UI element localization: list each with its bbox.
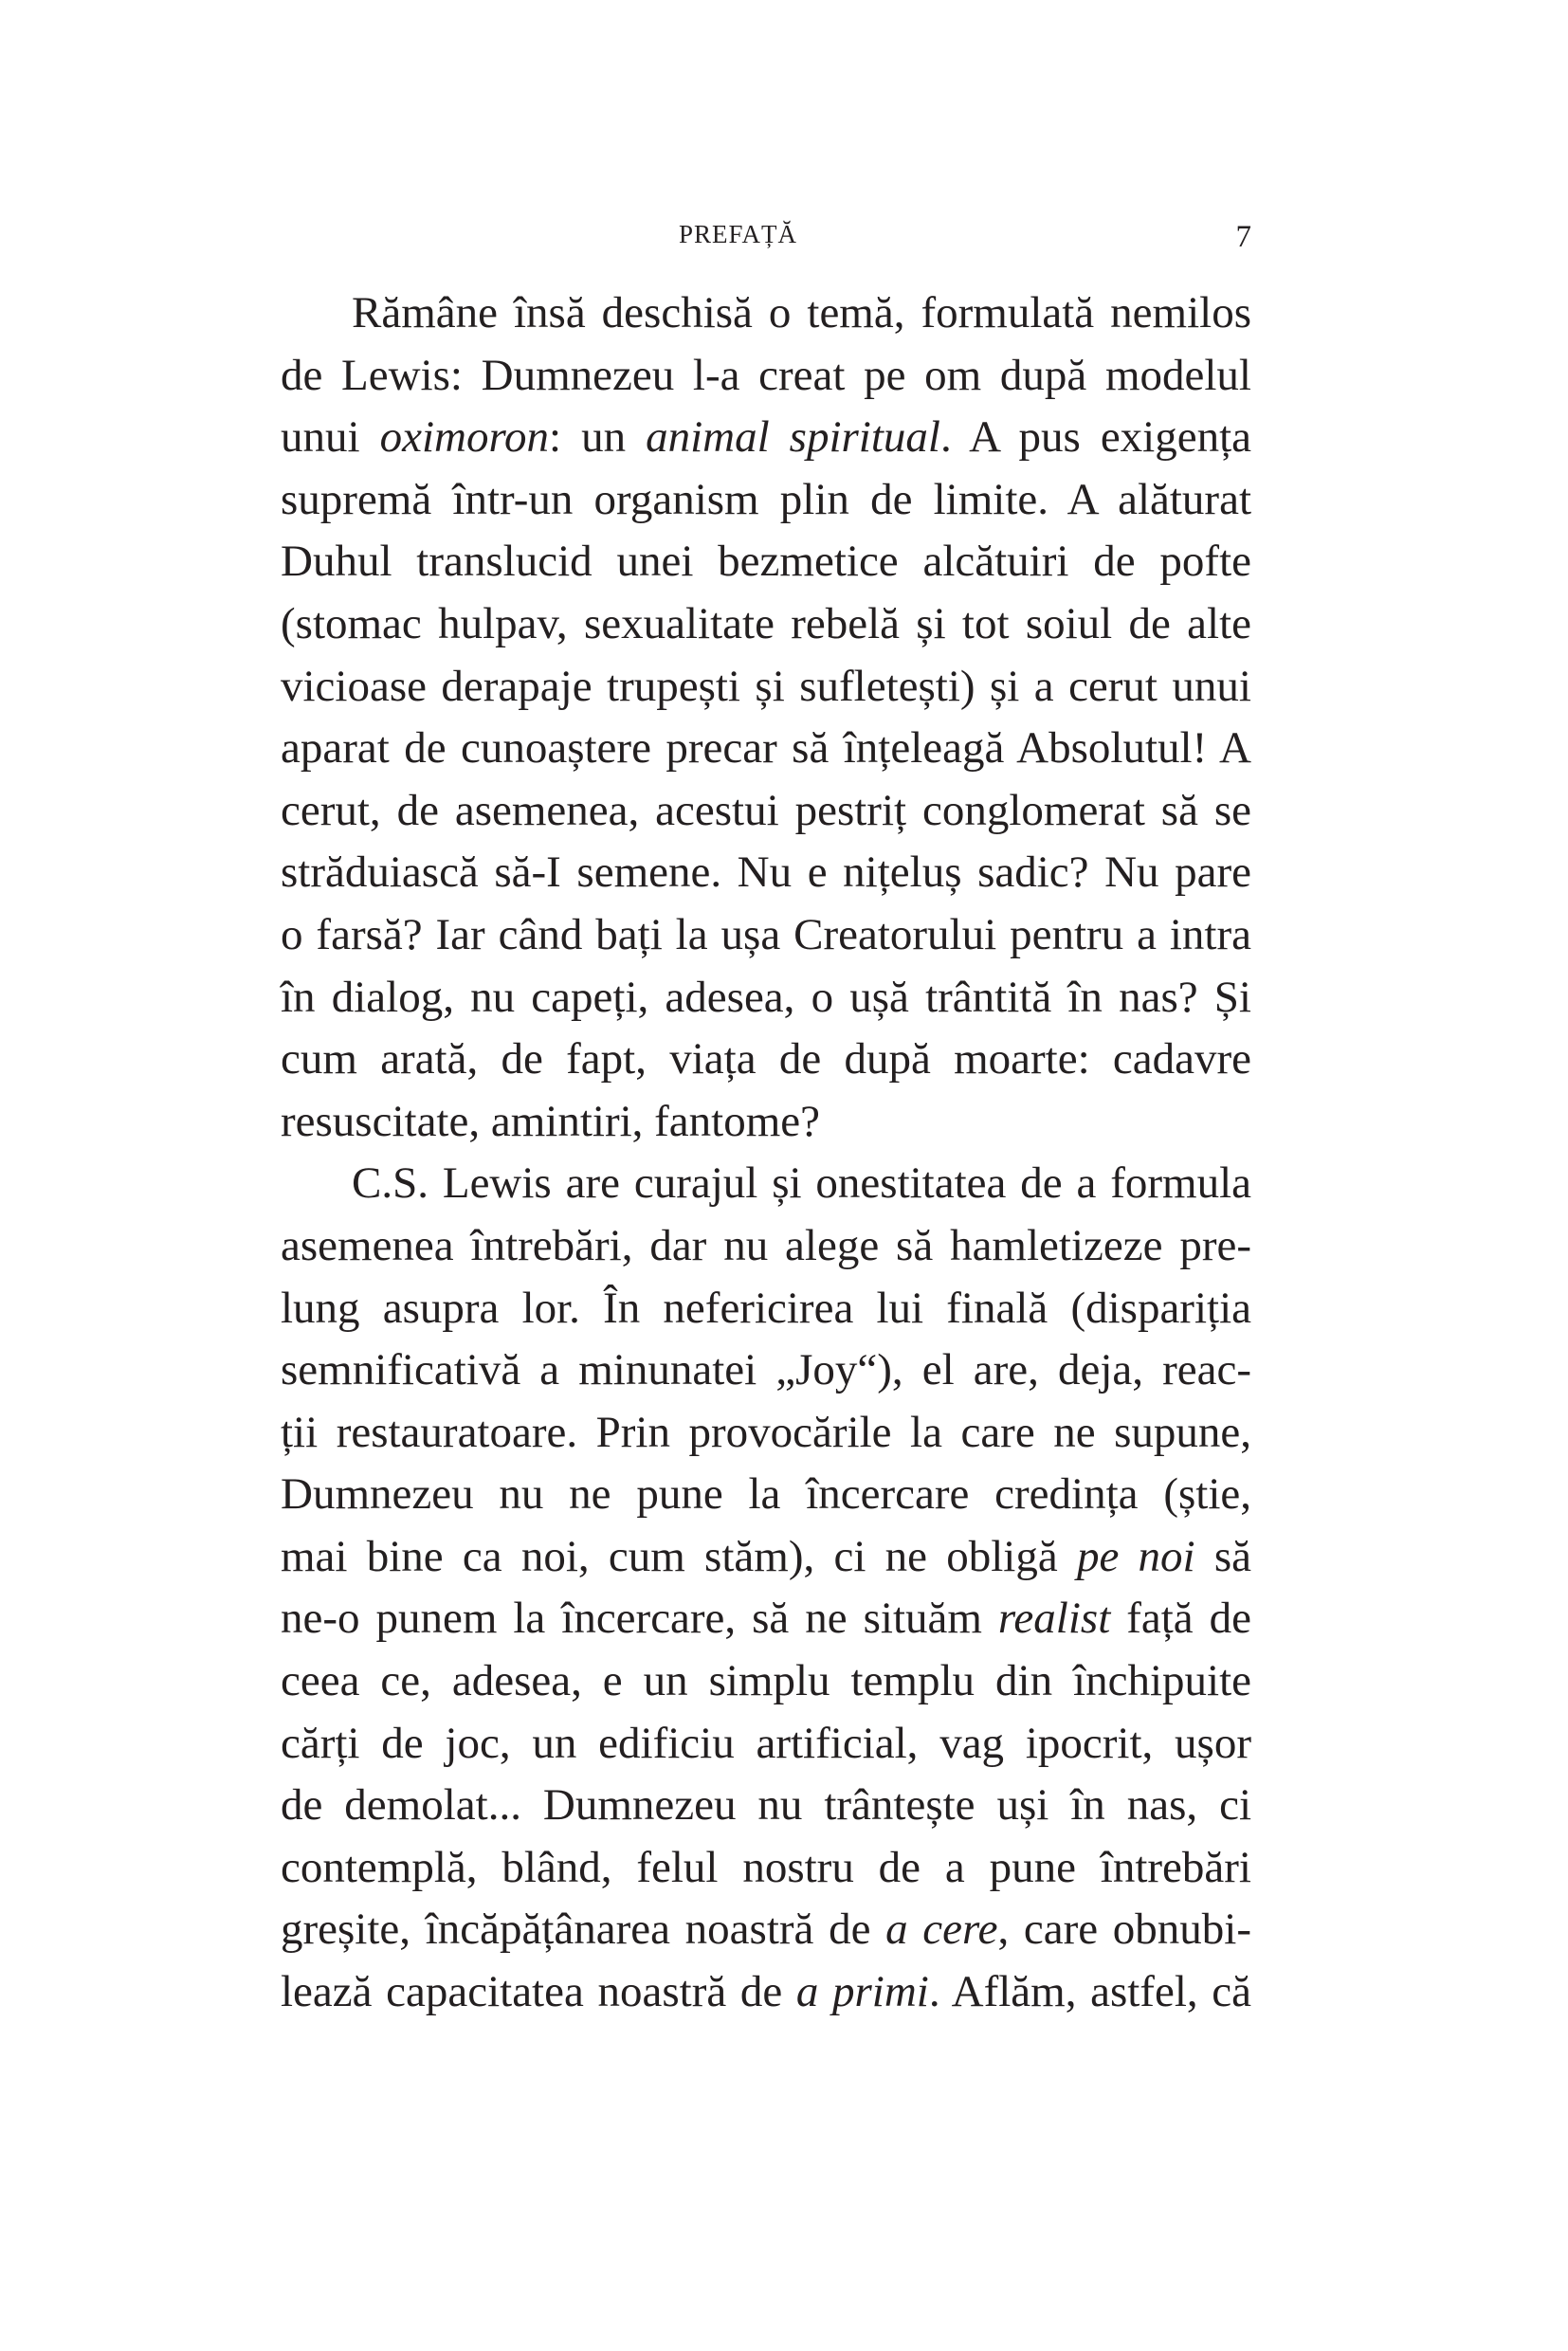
- text-run: asemenea întrebări, dar nu alege să hamletizeze pre-: [281, 1220, 1251, 1270]
- text-run: să: [1194, 1531, 1252, 1581]
- text-run: aparat de cunoaștere precar să înțeleagă Absolutul! A: [281, 723, 1251, 774]
- text-run: , care obnubi-: [997, 1904, 1251, 1955]
- text-run: o farsă? Iar când bați la ușa Creatorului pentru a intra: [281, 909, 1251, 959]
- text-run: mai bine ca noi, cum stăm), ci ne obligă: [281, 1531, 1077, 1581]
- text-line: [281, 656, 1251, 719]
- text-run: lung asupra lor. În nefericirea lui finală (dispariția: [281, 1283, 1251, 1333]
- text-run: unui: [281, 412, 380, 463]
- text-line: [281, 1278, 1251, 1340]
- text-run: Duhul translucid unei bezmetice alcătuiri de pofte: [281, 537, 1251, 587]
- italic-text: a primi: [795, 1967, 929, 2017]
- paragraph: [281, 282, 1251, 1153]
- running-head: PREFAȚĂ: [679, 220, 798, 248]
- text-run: : un: [549, 412, 647, 463]
- text-run: semnificativă a minunatei „Joy“), el are, deja, reac-: [281, 1345, 1251, 1395]
- text-line: [281, 282, 1251, 345]
- text-run: de demolat... Dumnezeu nu trântește uși în nas, ci: [281, 1780, 1251, 1831]
- text-line: [281, 1588, 1251, 1650]
- text-line: [281, 593, 1251, 656]
- text-line: [281, 1526, 1251, 1589]
- text-run: ții restauratoare. Prin provocările la care ne supune,: [281, 1407, 1251, 1457]
- text-run: față de: [1110, 1594, 1251, 1644]
- text-line: [281, 345, 1251, 408]
- italic-text: a cere: [885, 1904, 998, 1955]
- text-line: [281, 842, 1251, 904]
- text-run: străduiască să-I semene. Nu e nițeluș sadic? Nu pare: [281, 847, 1251, 898]
- text-line: [281, 1837, 1251, 1900]
- italic-text: pe noi: [1076, 1531, 1195, 1581]
- text-run: contemplă, blând, felul nostru de a pune întrebări: [281, 1842, 1251, 1892]
- text-line: [281, 1899, 1251, 1961]
- text-line: [281, 1464, 1251, 1526]
- text-line: [281, 904, 1251, 967]
- text-run: de Lewis: Dumnezeu l-a creat pe om după modelul: [281, 350, 1251, 400]
- italic-text: oximoron: [379, 412, 549, 463]
- text-line: [281, 1961, 1251, 2024]
- text-line: [281, 780, 1251, 843]
- body-text: [281, 282, 1251, 2024]
- italic-text: animal spiritual: [646, 412, 940, 463]
- text-line: [281, 1340, 1251, 1402]
- text-run: greșite, încăpățânarea noastră de: [281, 1904, 886, 1955]
- text-run: supremă într-un organism plin de limite. A alăturat: [281, 474, 1251, 524]
- text-line: [281, 1215, 1251, 1278]
- text-line: [281, 1713, 1251, 1776]
- text-line: [281, 469, 1251, 532]
- text-run: Dumnezeu nu ne pune la încercare credința (știe,: [281, 1469, 1251, 1520]
- text-run: ne-o punem la încercare, să ne situăm: [281, 1594, 998, 1644]
- text-run: în dialog, nu capeți, adesea, o ușă trântită în nas? Și: [281, 972, 1251, 1022]
- text-line: [281, 407, 1251, 469]
- text-line: [281, 531, 1251, 593]
- text-run: C.S. Lewis are curajul și onestitatea de a formula: [352, 1158, 1251, 1209]
- text-run: cărți de joc, un edificiu artificial, vag ipocrit, ușor: [281, 1718, 1251, 1768]
- page-header: [281, 220, 1251, 258]
- text-run: ceea ce, adesea, e un simplu templu din închipuite: [281, 1656, 1251, 1706]
- text-line: [281, 1153, 1251, 1215]
- text-line: [281, 718, 1251, 780]
- italic-text: realist: [997, 1594, 1111, 1644]
- text-run: cerut, de asemenea, acestui pestriț conglomerat să se: [281, 785, 1251, 835]
- text-line: [281, 1775, 1251, 1837]
- text-line: [281, 1402, 1251, 1465]
- text-run: lează capacitatea noastră de: [281, 1967, 796, 2017]
- text-line: [281, 1650, 1251, 1713]
- page-number: 7: [1235, 220, 1251, 254]
- text-run: (stomac hulpav, sexualitate rebelă și tot soiul de alte: [281, 598, 1251, 648]
- text-run: vicioase derapaje trupești și sufletești) și a cerut unui: [281, 661, 1251, 711]
- text-run: . Aflăm, astfel, că: [928, 1967, 1251, 2017]
- text-run: . A pus exigența: [939, 412, 1252, 463]
- text-run: Rămâne însă deschisă o temă, formulată nemilos: [352, 288, 1251, 337]
- paragraph: [281, 1153, 1251, 2023]
- text-line: [281, 1091, 1251, 1154]
- text-run: resuscitate, amintiri, fantome?: [281, 1096, 821, 1146]
- text-run: cum arată, de fapt, viața de după moarte: cadavre: [281, 1034, 1251, 1084]
- text-line: [281, 967, 1251, 1030]
- text-line: [281, 1029, 1251, 1091]
